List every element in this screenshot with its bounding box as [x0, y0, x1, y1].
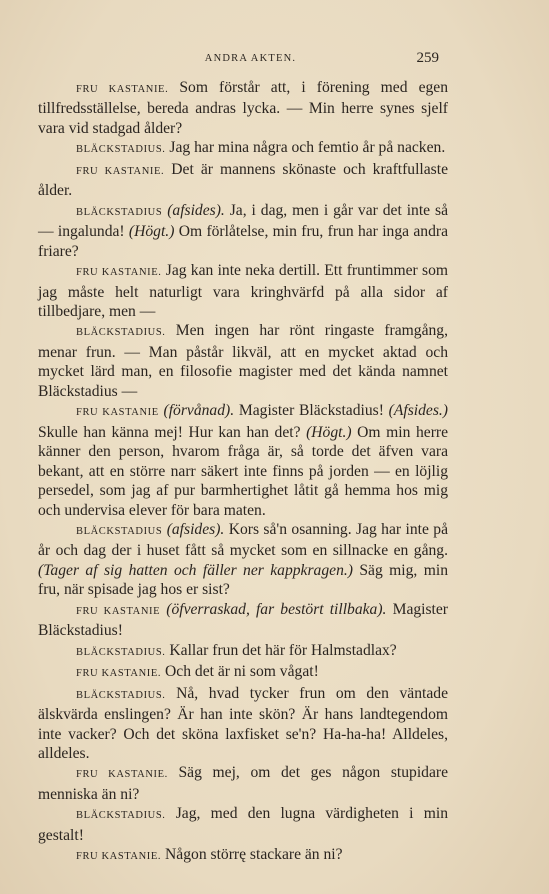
- speaker-name: BLÄCKSTADIUS.: [76, 810, 166, 822]
- dialogue-text: Som förstår att, i förening med egen tillfredsställelse, bereda andras lycka. — Min herre synes sjelf vara vid stadgad ålder?: [38, 79, 449, 137]
- stage-direction: (Högt.): [300, 423, 352, 441]
- dialogue-text: Magister Bläckstadius!: [38, 600, 449, 640]
- dialogue-paragraph: [38, 261, 448, 321]
- dialogue-text: Någon störrę stackare än ni?: [161, 846, 343, 864]
- dialogue-text: Kallar frun det här för Halmstadlax?: [165, 641, 397, 659]
- dialogue-text: Det är mannens skönaste och kraftfullaste ålder.: [38, 160, 448, 200]
- dialogue-paragraph: [38, 321, 448, 401]
- speaker-name: FRU KASTANIE.: [76, 769, 168, 781]
- speaker-name: FRU KASTANIE.: [76, 267, 162, 279]
- dialogue-text: Magister Bläckstadius!: [234, 402, 384, 420]
- dialogue-text: Om förlåtelse, min fru, frun har inga andra friare?: [38, 223, 448, 260]
- dialogue-paragraph: [38, 600, 448, 641]
- stage-direction: (öfverraskad, far bestört tillbaka).: [160, 600, 387, 618]
- speaker-name: BLÄCKSTADIUS.: [76, 646, 166, 658]
- dialogue-text: Jag har mina några och femtio år på nacken.: [165, 139, 446, 157]
- dialogue-text: Säg mej, om det ges någon stupidare menniska än ni?: [38, 764, 448, 803]
- running-title: ANDRA AKTEN.: [204, 53, 297, 64]
- dialogue-text: Jag, med den lugna värdigheten i min gestalt!: [38, 805, 448, 844]
- speaker-name: BLÄCKSTADIUS: [76, 525, 163, 537]
- speaker-name: FRU KASTANIE.: [76, 84, 169, 95]
- dialogue-paragraph: [38, 641, 448, 662]
- stage-direction: (förvånad).: [158, 402, 235, 420]
- dialogue-text: Säg mig, min fru, när spisade jag hos er sist?: [38, 561, 448, 599]
- stage-direction: (Afsides.): [383, 402, 448, 420]
- dialogue-paragraph: [38, 520, 448, 600]
- dialogue-text: Jag kan inte neka dertill. Ett fruntimmer som jag måste helt naturligt vara kringhvärfd på alla sidor af tillbedjare, men —: [38, 262, 448, 320]
- speaker-name: FRU KASTANIE.: [76, 165, 165, 177]
- stage-direction: (Högt.): [124, 223, 175, 241]
- speaker-name: BLÄCKSTADIUS.: [76, 144, 166, 156]
- dialogue-paragraph: [38, 401, 448, 520]
- dialogue-text: Om min herre känner den person, hvarom fråga är, så torde det äfven vara bekant, att en större narr säkert inte finns på jorden — en löjlig persedel, som jag af pur barmhertighet låtit gå hemma hos mig och undervisa elever för bara maten.: [38, 423, 449, 519]
- dialogue-paragraph: [38, 160, 448, 201]
- page-number: 259: [416, 50, 439, 66]
- stage-direction: (afsides).: [162, 201, 225, 219]
- stage-direction: (Tager af sig hatten och fäller ner kappkragen.): [38, 561, 353, 579]
- dialogue-text: Kors så'n osanning. Jag har inte på år och dag der i huset fått så mycket som en sillnacke en gång.: [38, 520, 448, 560]
- speaker-name: FRU KASTANIE: [76, 605, 161, 617]
- page-body: [38, 78, 448, 867]
- stage-direction: (afsides).: [162, 520, 225, 538]
- dialogue-paragraph: [38, 763, 448, 804]
- dialogue-paragraph: [38, 78, 448, 138]
- speaker-name: BLÄCKSTADIUS.: [76, 327, 166, 339]
- dialogue-paragraph: [38, 684, 448, 764]
- dialogue-text: Men ingen har rönt ringaste framgång, menar frun. — Man påstår likväl, att en mycket aktad och mycket lärd man, en filosofie magister med det kända namnet Bläckstadius —: [38, 322, 448, 400]
- dialogue-paragraph: [38, 845, 448, 866]
- speaker-name: FRU KASTANIE.: [76, 668, 162, 680]
- speaker-name: FRU KASTANIE.: [76, 851, 162, 863]
- speaker-name: BLÄCKSTADIUS.: [76, 689, 166, 701]
- dialogue-text: Och det är ni som vågat!: [161, 663, 319, 681]
- dialogue-text: Skulle han känna mej! Hur kan han det?: [38, 423, 301, 441]
- dialogue-paragraph: [38, 138, 448, 159]
- dialogue-text: Nå, hvad tycker frun om den väntade älskvärda enslingen? Är han inte skön? Är hans landtegendom inte vacker? Och det sköna laxfisket se'n? Ha-ha-ha! Alldeles, alldeles.: [38, 684, 448, 762]
- speaker-name: BLÄCKSTADIUS: [76, 206, 163, 218]
- dialogue-paragraph: [38, 662, 448, 683]
- dialogue-paragraph: [38, 804, 448, 845]
- dialogue-text: Ja, i dag, men i går var det inte så — ingalunda!: [38, 201, 448, 241]
- dialogue-paragraph: [38, 201, 448, 261]
- speaker-name: FRU KASTANIE: [76, 407, 159, 419]
